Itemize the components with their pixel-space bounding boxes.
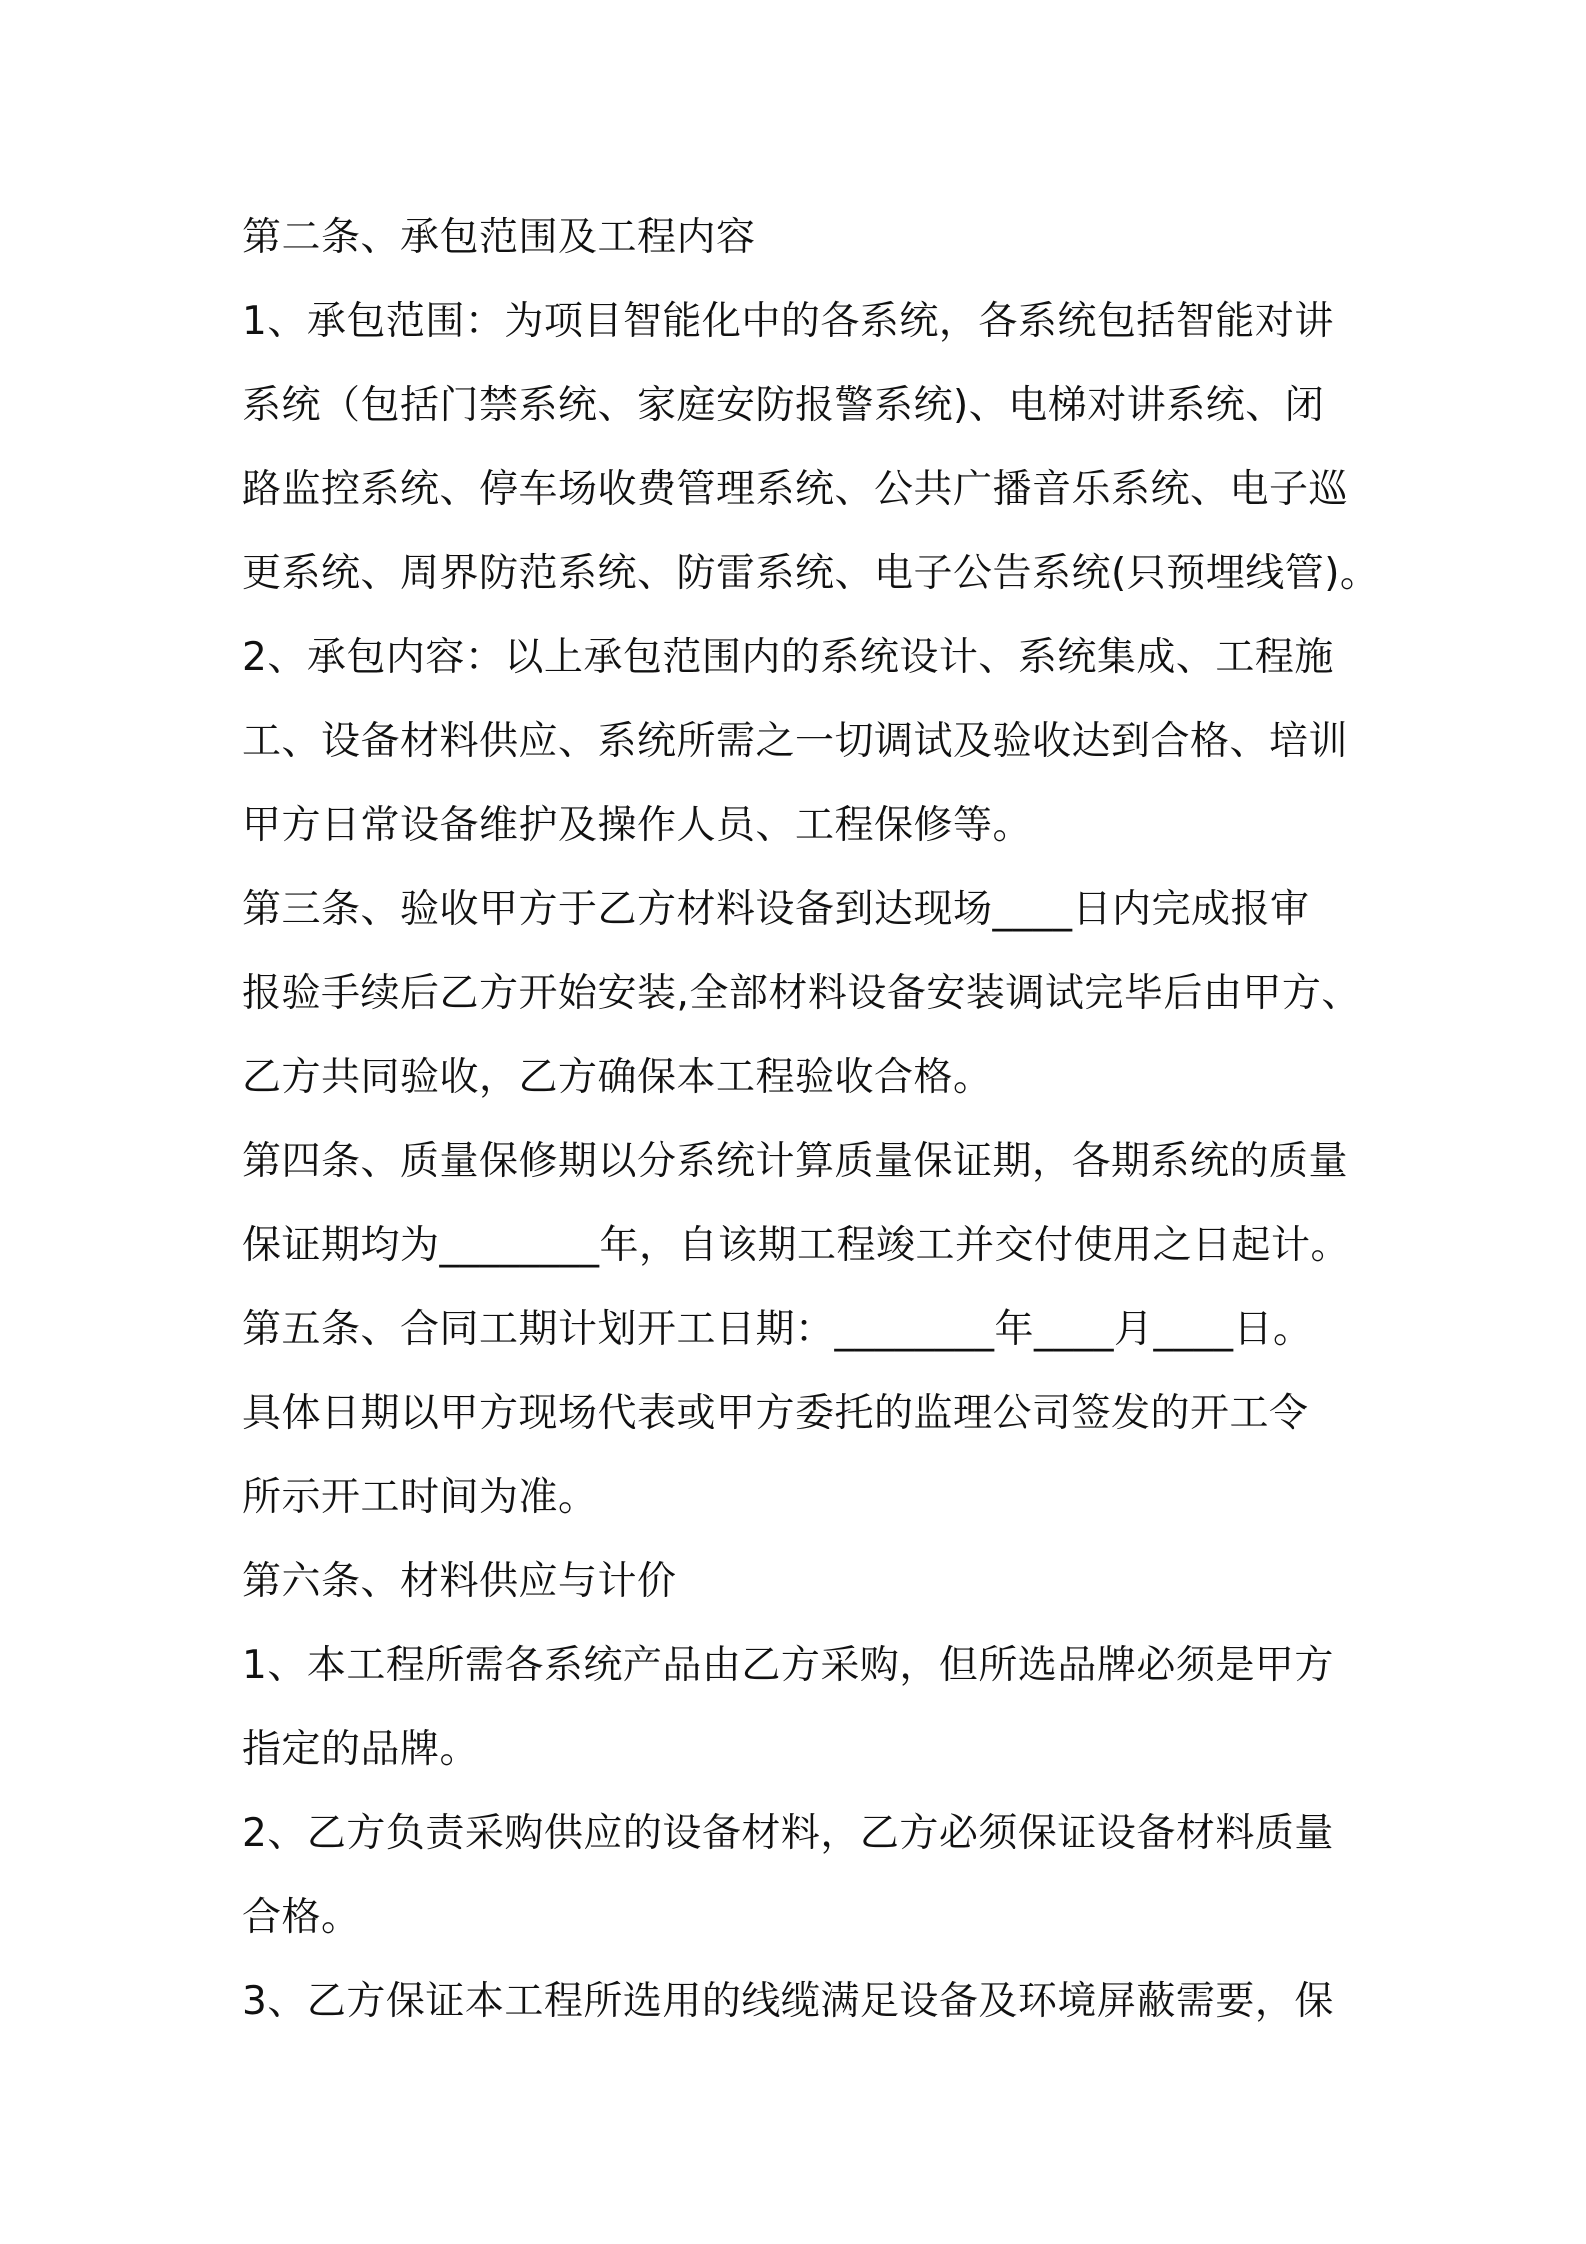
text-line: 更系统、周界防范系统、防雷系统、电子公告系统(只预埋线管)。: [242, 551, 1380, 596]
text-line: 所示开工时间为准。: [242, 1475, 598, 1520]
heading-article-2: 第二条、承包范围及工程内容: [242, 215, 756, 260]
text-line: 3、乙方保证本工程所选用的线缆满足设备及环境屏蔽需要，保: [242, 1979, 1334, 2024]
text-line: 2、乙方负责采购供应的设备材料，乙方必须保证设备材料质量: [242, 1811, 1334, 1856]
text-line: 具体日期以甲方现场代表或甲方委托的监理公司签发的开工令: [242, 1391, 1309, 1436]
text-line: 路监控系统、停车场收费管理系统、公共广播音乐系统、电子巡: [242, 467, 1349, 512]
heading-article-4: 第四条、质量保修期以分系统计算质量保证期，各期系统的质量: [242, 1139, 1349, 1184]
text-line: 指定的品牌。: [242, 1727, 480, 1772]
heading-article-3: 第三条、验收甲方于乙方材料设备到达现场____日内完成报审: [242, 887, 1310, 932]
text-line: 保证期均为________年，自该期工程竣工并交付使用之日起计。: [242, 1223, 1351, 1268]
text-line: 系统（包括门禁系统、家庭安防报警系统)、电梯对讲系统、闭: [242, 383, 1325, 428]
text-line: 乙方共同验收，乙方确保本工程验收合格。: [242, 1055, 993, 1100]
text-line: 合格。: [242, 1895, 361, 1940]
text-line: 1、本工程所需各系统产品由乙方采购，但所选品牌必须是甲方: [242, 1643, 1334, 1688]
contract-text: [242, 196, 1380, 2044]
text-line: 报验手续后乙方开始安装,全部材料设备安装调试完毕后由甲方、: [242, 971, 1361, 1016]
heading-article-6: 第六条、材料供应与计价: [242, 1559, 677, 1604]
text-line: 2、承包内容：以上承包范围内的系统设计、系统集成、工程施: [242, 635, 1334, 680]
heading-article-5: 第五条、合同工期计划开工日期：________年____月____日。: [242, 1307, 1313, 1352]
text-line: 1、承包范围：为项目智能化中的各系统，各系统包括智能对讲: [242, 299, 1334, 344]
text-line: 甲方日常设备维护及操作人员、工程保修等。: [242, 803, 1033, 848]
text-line: 工、设备材料供应、系统所需之一切调试及验收达到合格、培训: [242, 719, 1349, 764]
